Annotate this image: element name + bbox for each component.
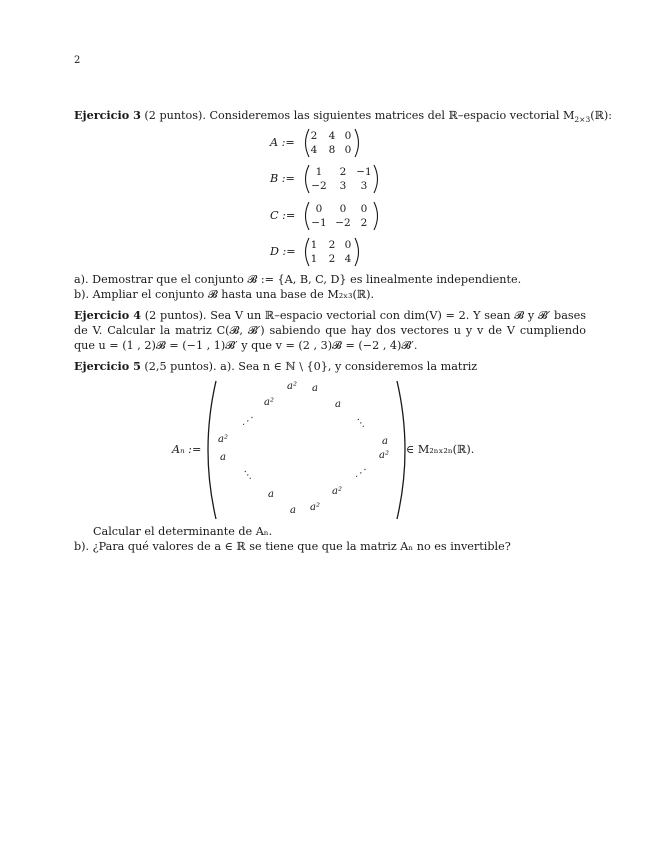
page-number: 2 <box>74 55 81 66</box>
ex3-intro-sub: 2×3 <box>574 115 591 125</box>
an-entry: a² <box>379 450 389 461</box>
matrix-c-cell: 2 <box>360 217 368 229</box>
matrix-a-cell: 0 <box>344 144 352 156</box>
ex4-body: (2 puntos). Sea V un ℝ–espacio vectorial con dim(V) = 2. Y sean 𝓑 y 𝓑′ bases de V. Calcular la matriz C(𝓑, 𝓑′) sabiendo que hay dos vectores u y v de V cumpliendo que u = (1 , 2)𝓑 = (−1 , 1)𝓑′ y que v = (2 , 3)𝓑 = (−2 , 4)𝓑′. <box>74 309 586 352</box>
matrix-c-cell: 0 <box>360 203 368 215</box>
ex3-part-b: b). Ampliar el conjunto 𝓑 hasta una base de M₂ₓ₃(ℝ). <box>74 288 375 301</box>
an-entry: a² <box>287 381 297 392</box>
matrix-b-parens <box>262 163 392 195</box>
matrix-b-cell: −2 <box>311 180 327 192</box>
ex3-intro: Consideremos las siguientes matrices del ℝ–espacio vectorial M <box>209 109 575 122</box>
ex5-title: Ejercicio 5 <box>74 359 141 373</box>
an-entry: a <box>220 452 226 463</box>
ex3-part-a: a). Demostrar que el conjunto 𝓑 := {A, B, C, D} es linealmente independiente. <box>74 273 522 286</box>
an-entry: a <box>382 436 388 447</box>
matrix-b-cell: 2 <box>339 166 347 178</box>
matrix-an <box>170 378 490 523</box>
matrix-d-cell: 0 <box>344 239 352 251</box>
ex4-title: Ejercicio 4 <box>74 308 142 322</box>
an-dots: ⋱ <box>355 418 365 429</box>
an-entry: a² <box>310 502 320 513</box>
matrix-a-cell: 0 <box>344 130 352 142</box>
an-dots: ⋰ <box>242 416 252 427</box>
an-dots: ⋱ <box>242 470 252 481</box>
matrix-d <box>262 236 382 268</box>
matrix-c-cell: 0 <box>339 203 347 215</box>
an-entry: a <box>312 383 318 394</box>
matrix-a-cell: 8 <box>328 144 336 156</box>
matrix-a <box>262 127 382 159</box>
matrix-a-label: A := <box>270 136 295 149</box>
matrix-d-cell: 1 <box>310 253 318 265</box>
ex5-calc: Calcular el determinante de Aₙ. <box>93 525 273 538</box>
matrix-a-cell: 4 <box>328 130 336 142</box>
matrix-b-cell: 1 <box>315 166 323 178</box>
matrix-a-parens <box>262 127 382 159</box>
matrix-d-cell: 2 <box>328 253 336 265</box>
ex3-heading <box>74 108 613 127</box>
matrix-a-cell: 4 <box>310 144 318 156</box>
ex3-title: Ejercicio 3 <box>74 108 141 122</box>
matrix-d-cell: 1 <box>310 239 318 251</box>
matrix-b-cell: 3 <box>360 180 368 192</box>
matrix-b <box>262 163 392 195</box>
matrix-d-cell: 4 <box>344 253 352 265</box>
matrix-b-cell: 3 <box>339 180 347 192</box>
matrix-b-label: B := <box>270 172 295 185</box>
an-entry: a <box>268 489 274 500</box>
matrix-c-parens <box>262 200 392 232</box>
matrix-c-label: C := <box>270 209 296 222</box>
matrix-c-cell: −1 <box>311 217 327 229</box>
matrix-c <box>262 200 392 232</box>
matrix-an-space: ∈ M₂ₙₓ₂ₙ(ℝ). <box>406 443 475 456</box>
an-entry: a <box>290 505 296 516</box>
ex5-intro: (2,5 puntos). a). Sea n ∈ ℕ \ {0}, y consideremos la matriz <box>144 360 478 373</box>
matrix-d-parens <box>262 236 382 268</box>
ex5-part-b: b). ¿Para qué valores de a ∈ ℝ se tiene que que la matriz Aₙ no es invertible? <box>74 540 511 553</box>
an-dots: ⋰ <box>355 468 365 479</box>
an-entry: a² <box>218 434 228 445</box>
matrix-c-cell: −2 <box>335 217 351 229</box>
matrix-a-cell: 2 <box>310 130 318 142</box>
ex3-intro-end: (ℝ): <box>590 109 613 122</box>
matrix-d-cell: 2 <box>328 239 336 251</box>
matrix-an-label: Aₙ := <box>172 443 202 456</box>
ex3-points: (2 puntos). <box>144 109 206 122</box>
matrix-d-label: D := <box>270 245 296 258</box>
an-entry: a <box>335 399 341 410</box>
ex4-paragraph <box>74 308 586 353</box>
matrix-c-cell: 0 <box>315 203 323 215</box>
matrix-b-cell: −1 <box>356 166 372 178</box>
ex5-heading <box>74 359 586 374</box>
an-entry: a² <box>264 397 274 408</box>
an-entry: a² <box>332 486 342 497</box>
